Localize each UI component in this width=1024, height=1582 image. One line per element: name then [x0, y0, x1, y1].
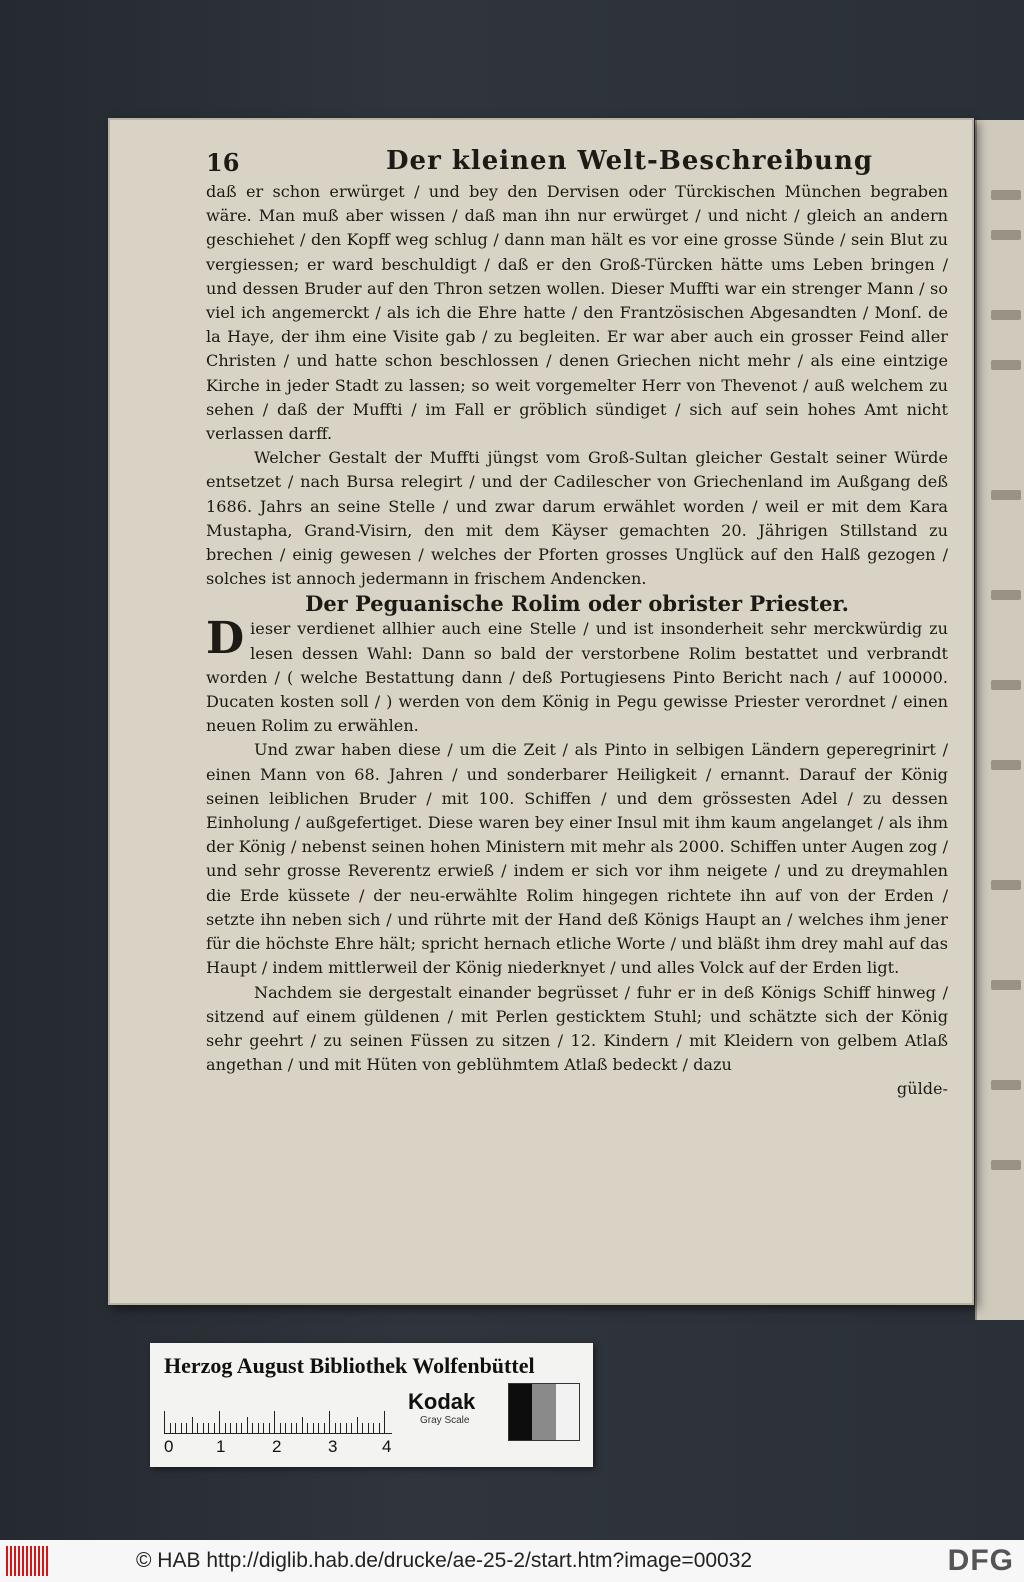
dfg-logo: DFG — [947, 1544, 1014, 1577]
gray-scale-label: Gray Scale — [420, 1415, 470, 1426]
ruler-label-3: 3 — [328, 1437, 338, 1456]
book-page — [108, 118, 974, 1305]
library-color-scale-card — [150, 1343, 593, 1467]
ruler-label-4: 4 — [382, 1437, 392, 1456]
page-text — [206, 180, 948, 1101]
paragraph-1: daß er schon erwürget / und bey den Dervisen oder Türckischen München begraben wäre. Man muß aber wissen / daß man ihn nur erwürget / und nicht / gleich an andern geschiehet / den Kopff weg schlug / dann man hält es vor eine grosse Sünde / sein Blut zu vergiessen; er ward beschuldigt / daß er den Groß-Türcken hätte ums Leben bringen / und dessen Bruder auf den Thron setzen wollen. Dieser Muffti war ein strenger Mann / so viel ich angemerckt / als ich die Ehre hatte / den Frantzösischen Abgesandten / Monſ. de la Haye, der ihm eine Visite gab / zu begleiten. Er war aber auch ein grosser Feind aller Christen / und hatte schon beschlossen / denen Griechen nicht mehr / als eine eintzige Kirche in jeder Stadt zu lassen; so weit vorgemelter Herr von Thevenot / auß welchem zu sehen / daß der Muffti / im Fall er gröblich sündiget / sich auf sein hohes Amt nicht verlassen darff. — [206, 182, 948, 444]
page-header — [206, 148, 946, 182]
section-heading: Der Peguanische Rolim oder obrister Priester. — [305, 591, 849, 617]
running-title: Der kleinen Welt-Beschreibung — [386, 146, 874, 176]
kodak-logo: Kodak — [408, 1389, 476, 1414]
page-number: 16 — [206, 148, 240, 177]
ruler-label-1: 1 — [216, 1437, 226, 1456]
barcode-icon — [6, 1546, 50, 1576]
paragraph-5: Nachdem sie dergestalt einander begrüsset / fuhr er in deß Königs Schiff hinweg / sitzend auf einem güldenen / mit Perlen gesticktem Stuhl; und schätzte sich der König sehr geehrt / zu seinen Füssen zu sitzen / 12. Kindern / mit Kleidern von gelbem Atlaß angethan / und mit Hüten von geblühmtem Atlaß bedeckt / dazu — [206, 982, 948, 1075]
paragraph-3: Dieser verdienet allhier auch eine Stelle / und ist insonderheit sehr merckwürdig zu lesen dessen Wahl: Dann so bald der verstorbene Rolim bestattet und verbrandt worden / ( welche Bestattung dann / deß Portugiesens Pinto Bericht nach / auf 100000. Ducaten kosten soll / ) werden von dem König in Pegu gewisse Priester verordnet / einen neuen Rolim zu erwählen. — [206, 613, 948, 736]
ruler — [164, 1393, 392, 1434]
paragraph-2: Welcher Gestalt der Muffti jüngst vom Groß-Sultan gleicher Gestalt seiner Würde entsetzet / nach Bursa relegirt / und der Cadilescher von Griechenland im Außgang deß 1686. Jahrs an seine Stelle / und zwar darum erwählet worden / weil er mit dem Kara Mustapha, Grand-Visirn, den mit dem Käyser gemachten 20. Jährigen Stillstand zu brechen / einig gewesen / welches der Pforten grosses Unglück auf den Halß gezogen / solches ist annoch jedermann in frischem Andencken. — [206, 448, 948, 589]
catchword: gülde- — [896, 1079, 948, 1099]
footer-credit: © HAB http://diglib.hab.de/drucke/ae-25-2/start.htm?image=00032 — [136, 1549, 753, 1572]
institution-name: Herzog August Bibliothek Wolfenbüttel — [164, 1353, 535, 1378]
ruler-label-2: 2 — [272, 1437, 282, 1456]
paragraph-4: Und zwar haben diese / um die Zeit / als Pinto in selbigen Ländern geperegrinirt / einen Mann von 68. Jahren / und sonderbarer Heiligkeit / ernannt. Darauf der König seinen leiblichen Bruder / mit 100. Schiffen / und dem grössesten Adel / zu dessen Einholung / außgefertiget. Diese waren bey einer Insul mit ihm kaum angelanget / als ihm der König / nebenst seinen hohen Ministern mit mehr als 2000. Schiffen unter Augen zog / und sehr grosse Reverentz erwieß / indem er sich vor ihm neigete / und zu dreymahlen die Erde küssete / der neu-erwählte Rolim hingegen richtete ihn auf von der Erden / setzte ihn neben sich / und rührte mit der Hand deß Königs Haupt an / welches ihm jener für die höchste Ehre hält; spricht hernach etliche Worte / und bläßt ihm drey mahl auf das Haupt / indem mittlerweil der König niederknyet / und alles Volck auf der Erden ligt. — [206, 740, 948, 978]
gray-scale-swatches — [508, 1383, 580, 1441]
ruler-label-0: 0 — [164, 1437, 174, 1456]
footer-bar — [0, 1540, 1024, 1582]
adjacent-page-edge — [975, 120, 1024, 1320]
